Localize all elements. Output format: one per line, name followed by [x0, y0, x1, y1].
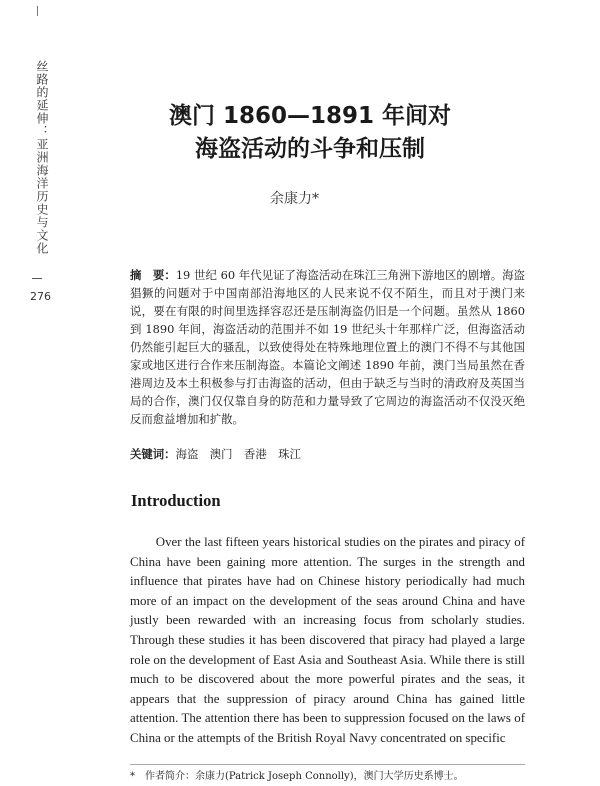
- abstract-text: 19 世纪 60 年代见证了海盗活动在珠江三角洲下游地区的剧增。海盗猖獗的问题对于中国南部沿海地区的人民来说不仅不陌生，而且对于澳门来说，要在有限的时间里选择容忍还是压制海盗仍旧是一个问题。虽然从 1860 到 1890 年间，海盗活动的范围并不如 19 世纪头十年那样广泛，但海盗活动仍然能引起巨大的骚乱，以致使得处在特殊地理位置上的澳门不得不与其他国家或地区进行合作来压制海盗。本篇论文阐述 1890 年前，澳门当局虽然在香港周边及本土积极参与打击海盗的活动，但由于缺乏与当时的清政府及英国当局的合作，澳门仅仅靠自身的防范和力量导致了它周边的海盗活动不仅没灭绝反而愈益增加和扩散。: [130, 268, 525, 426]
- title-line-1: 澳门 1860—1891 年间对: [168, 103, 452, 129]
- author-name: 余康力*: [270, 191, 319, 207]
- corner-tick: [37, 6, 38, 16]
- abstract: [130, 266, 525, 428]
- page-number-rule: [32, 278, 42, 279]
- title-line-2: 海盗活动的斗争和压制: [195, 136, 425, 162]
- footnote-rule: [130, 764, 525, 765]
- abstract-label: 摘 要：: [130, 268, 176, 282]
- footnote: * 作者简介：余康力(Patrick Joseph Connolly)，澳门大学历史系博士。: [130, 771, 464, 782]
- running-header: 丝路的延伸：亚洲海洋历史与文化: [35, 60, 49, 255]
- section-heading: Introduction: [131, 491, 221, 510]
- page-number: 276: [30, 290, 51, 303]
- body-paragraph: Over the last fifteen years historical studies on the pirates and piracy of China have been gaining more attention. The surges in the strength and influence that pirates have had on Chinese history periodically had much more of an impact on the development of the seas around China and have justly been rewarded with an increasing focus from scholarly studies. Through these studies it has been discovered that piracy had played a large role on the development of East Asia and Southeast Asia. While there is still much to be discovered about the more powerful pirates and the seas, it appears that the suppression of piracy around China has gained little attention. The attention there has been to suppression focused on the laws of China or the attempts of the British Royal Navy concentrated on specific: [130, 535, 525, 745]
- keywords: [130, 446, 525, 462]
- keywords-label: 关键词：: [130, 447, 176, 461]
- keywords-list: 海盗 澳门 香港 珠江: [175, 447, 301, 461]
